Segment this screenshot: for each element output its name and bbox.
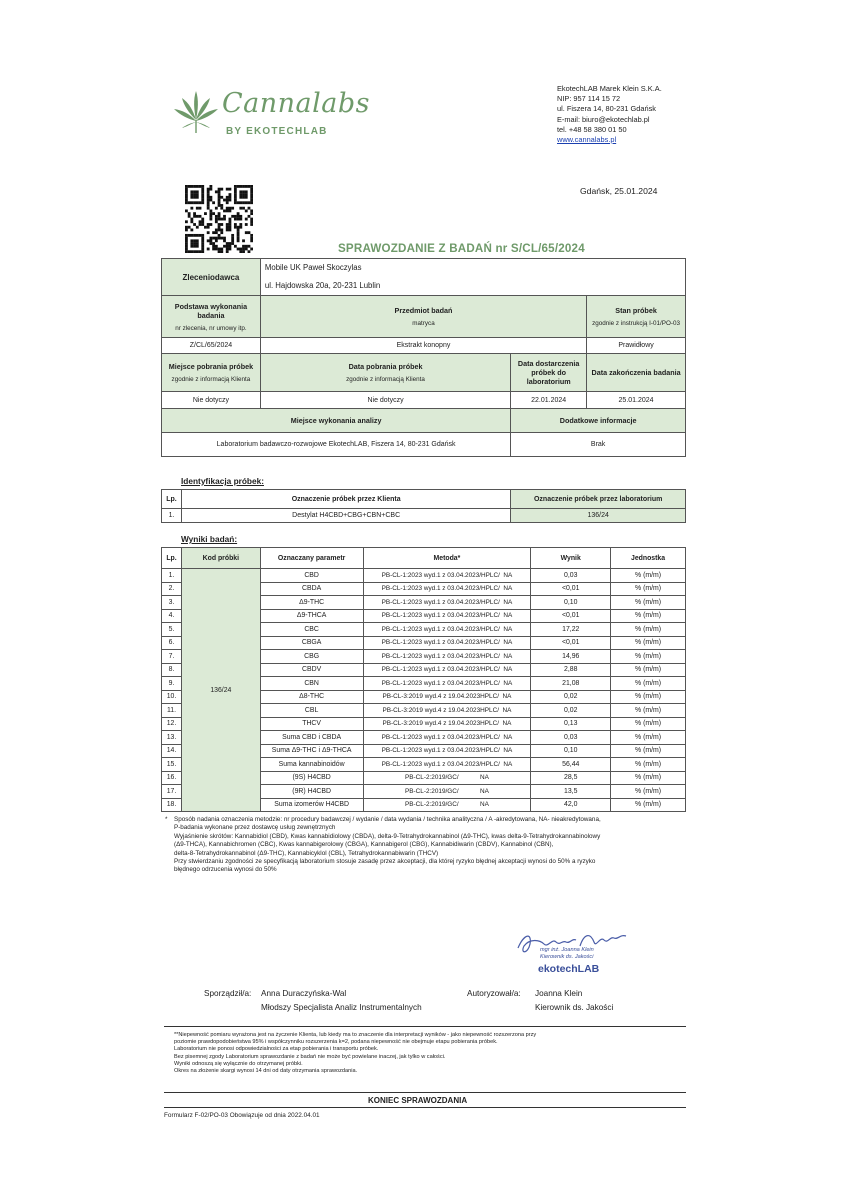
result-cell: <0,01 — [531, 609, 611, 623]
order-number: Z/CL/65/2024 — [162, 338, 261, 354]
cannabis-leaf-icon — [172, 90, 220, 134]
param-cell: THCV — [260, 717, 363, 731]
authorized-role: Kierownik ds. Jakości — [535, 1003, 614, 1012]
param-cell: CBDA — [260, 582, 363, 596]
company-line: E-mail: biuro@ekotechlab.pl — [557, 114, 650, 124]
result-cell: 14,96 — [531, 650, 611, 664]
note-line: Przy stwierdzaniu zgodności ze specyfikacją laboratorium stosuje zasadę przez akceptacji, dla której ryzyko błędnej akceptacji wynosi do 50% a ryzyko — [174, 858, 596, 866]
note-line: Sposób nadania oznaczenia metodzie: nr procedury badawczej / wydanie / data wydania / technika analityczna / A -akredytowana, NA- nieakredytowana, — [174, 816, 601, 823]
unit-cell: % (m/m) — [611, 596, 686, 610]
method-cell: PB-CL-2:2019/GC/ NA — [363, 798, 531, 812]
lp-cell: 9. — [162, 677, 182, 691]
param-cell: Δ8-THC — [260, 690, 363, 704]
client-name: Mobile UK Paweł Skoczylas — [260, 259, 685, 277]
method-cell: PB-CL-1:2023 wyd.1 z 03.04.2023/HPLC/ NA — [363, 623, 531, 637]
test-subject: Ekstrakt konopny — [260, 338, 586, 354]
unit-cell: % (m/m) — [611, 717, 686, 731]
table-header: Oznaczenie próbek przez Klienta — [181, 490, 510, 509]
unit-cell: % (m/m) — [611, 569, 686, 583]
unit-cell: % (m/m) — [611, 798, 686, 812]
table-header: Jednostka — [611, 548, 686, 569]
table-header: Oznaczany parametr — [260, 548, 363, 569]
lp-cell: 14. — [162, 744, 182, 758]
param-cell: Suma Δ9-THC i Δ9-THCA — [260, 744, 363, 758]
param-cell: CBD — [260, 569, 363, 583]
table-header: Lp. — [162, 490, 182, 509]
divider — [164, 1107, 686, 1108]
method-cell: PB-CL-1:2023 wyd.1 z 03.04.2023/HPLC/ NA — [363, 677, 531, 691]
param-cell: (9S) H4CBD — [260, 771, 363, 785]
unit-cell: % (m/m) — [611, 758, 686, 772]
footnote-line: Okres na złożenie skargi wynosi 14 dni od daty otrzymania sprawozdania. — [174, 1068, 358, 1075]
result-cell: 0,13 — [531, 717, 611, 731]
method-cell: PB-CL-1:2023 wyd.1 z 03.04.2023/HPLC/ NA — [363, 609, 531, 623]
report-title: SPRAWOZDANIE Z BADAŃ nr S/CL/65/2024 — [338, 242, 585, 255]
completion-date: 25.01.2024 — [587, 392, 686, 409]
completion-date-header: Data zakończenia badania — [587, 354, 686, 392]
results-title: Wyniki badań: — [181, 534, 238, 544]
company-line: tel. +48 58 380 01 50 — [557, 124, 627, 134]
result-cell: 42,0 — [531, 798, 611, 812]
method-cell: PB-CL-1:2023 wyd.1 z 03.04.2023/HPLC/ NA — [363, 636, 531, 650]
footnote-line: Bez pisemnej zgody Laboratorium sprawozdanie z badań nie może być powielane inaczej, jak tylko w całości. — [174, 1053, 446, 1060]
note-line: błędnego odrzucenia wynosi do 50% — [174, 866, 277, 874]
delivery-date-header: Data dostarczenia próbek do laboratorium — [511, 354, 587, 392]
method-cell: PB-CL-1:2023 wyd.1 z 03.04.2023/HPLC/ NA — [363, 582, 531, 596]
result-cell: 2,88 — [531, 663, 611, 677]
footnotes — [174, 1032, 686, 1075]
lp-cell: 10. — [162, 690, 182, 704]
param-cell: Δ9-THC — [260, 596, 363, 610]
signature-stamp — [510, 928, 640, 984]
param-cell: Suma kannabinoidów — [260, 758, 363, 772]
result-cell: 0,03 — [531, 569, 611, 583]
param-cell: CBG — [260, 650, 363, 664]
sampling-date: Nie dotyczy — [260, 392, 510, 409]
qr-code[interactable] — [185, 185, 253, 253]
method-cell: PB-CL-1:2023 wyd.1 z 03.04.2023/HPLC/ NA — [363, 731, 531, 745]
lp-cell: 8. — [162, 663, 182, 677]
prepared-name: Anna Duraczyńska-Wal — [261, 989, 347, 998]
unit-cell: % (m/m) — [611, 771, 686, 785]
sample-state-header: Stan próbek zgodnie z instrukcją I-01/PO-03 — [587, 296, 686, 338]
note-line: Wyjaśnienie skrótów: Kannabidiol (CBD), Kwas kannabidiolowy (CBDA), delta-9-Tetrahydrokannabinol (Δ9-THC), kwas delta-9-Tetrahydrokannabinolowy — [174, 832, 601, 840]
param-cell: CBDV — [260, 663, 363, 677]
unit-cell: % (m/m) — [611, 785, 686, 799]
analysis-place: Laboratorium badawczo-rozwojowe EkotechLAB, Fiszera 14, 80-231 Gdańsk — [162, 433, 511, 457]
logo-subtitle: BY EKOTECHLAB — [226, 126, 328, 137]
client-label: Zleceniodawca — [162, 259, 261, 296]
website-link[interactable]: www.cannalabs.pl — [557, 135, 617, 145]
method-cell: PB-CL-3:2019 wyd.4 z 19.04.2023HPLC/ NA — [363, 690, 531, 704]
sampling-date-header: Data pobrania próbek zgodnie z informacją Klienta — [260, 354, 510, 392]
lp-cell: 5. — [162, 623, 182, 637]
prepared-label: Sporządził/a: — [204, 989, 252, 998]
result-cell: 17,22 — [531, 623, 611, 637]
unit-cell: % (m/m) — [611, 690, 686, 704]
param-cell: CBN — [260, 677, 363, 691]
lp-cell: 11. — [162, 704, 182, 718]
method-cell: PB-CL-1:2023 wyd.1 z 03.04.2023/HPLC/ NA — [363, 663, 531, 677]
table-header: Metoda* — [363, 548, 531, 569]
param-cell: CBC — [260, 623, 363, 637]
sample-state: Prawidłowy — [587, 338, 686, 354]
unit-cell: % (m/m) — [611, 731, 686, 745]
method-cell: PB-CL-1:2023 wyd.1 z 03.04.2023/HPLC/ NA — [363, 650, 531, 664]
basis-header: Podstawa wykonania badania nr zlecenia, nr umowy itp. — [162, 296, 261, 338]
param-cell: Δ9-THCA — [260, 609, 363, 623]
lp-cell: 6. — [162, 636, 182, 650]
lp-cell: 12. — [162, 717, 182, 731]
lab-sample-mark: 136/24 — [511, 509, 686, 523]
footnote-line: poziomie prawdopodobieństwa 95% i współczynniku rozszerzenia k=2, podana niepewność nie obejmuje etapu pobierania próbek. — [174, 1039, 498, 1046]
client-sample-mark: Destylat H4CBD+CBG+CBN+CBC — [181, 509, 510, 523]
sample-code: 136/24 — [181, 569, 260, 812]
method-cell: PB-CL-1:2023 wyd.1 z 03.04.2023/HPLC/ NA — [363, 596, 531, 610]
end-of-report: KONIEC SPRAWOZDANIA — [368, 1096, 468, 1105]
result-cell: 0,02 — [531, 704, 611, 718]
ident-lp: 1. — [162, 509, 182, 523]
company-info — [557, 84, 662, 145]
lp-cell: 2. — [162, 582, 182, 596]
result-cell: <0,01 — [531, 636, 611, 650]
result-cell: 56,44 — [531, 758, 611, 772]
footnote-line: Wyniki odnoszą się wyłącznie do otrzymanej próbki. — [174, 1060, 303, 1067]
table-header: Lp. — [162, 548, 182, 569]
divider — [164, 1026, 686, 1027]
logo-wordmark: Cannalabs — [222, 88, 371, 119]
method-cell: PB-CL-1:2023 wyd.1 z 03.04.2023/HPLC/ NA — [363, 744, 531, 758]
note-line: delta-8-Tetrahydrokannabinol (Δ9-THC), Kannabicyklol (CBL), Tetrahydrokannabiwarin (THCV) — [174, 849, 439, 857]
unit-cell: % (m/m) — [611, 744, 686, 758]
unit-cell: % (m/m) — [611, 623, 686, 637]
sampling-place: Nie dotyczy — [162, 392, 261, 409]
method-cell: PB-CL-3:2019 wyd.4 z 19.04.2023HPLC/ NA — [363, 704, 531, 718]
result-cell: 28,5 — [531, 771, 611, 785]
prepared-role: Młodszy Specjalista Analiz Instrumentalnych — [261, 1003, 422, 1012]
identification-table — [161, 489, 686, 523]
stamp-role: Kierownik ds. Jakości — [540, 954, 594, 960]
param-cell: CBGA — [260, 636, 363, 650]
place-date: Gdańsk, 25.01.2024 — [580, 186, 658, 196]
lp-cell: 3. — [162, 596, 182, 610]
additional-info: Brak — [511, 433, 686, 457]
divider — [164, 1092, 686, 1093]
company-line: ul. Fiszera 14, 80-231 Gdańsk — [557, 104, 657, 114]
lp-cell: 16. — [162, 771, 182, 785]
analysis-place-header: Miejsce wykonania analizy — [162, 409, 511, 433]
method-cell: PB-CL-1:2023 wyd.1 z 03.04.2023/HPLC/ NA — [363, 758, 531, 772]
note-line: P-badania wykonane przez dostawcę usług zewnętrznych — [174, 824, 336, 832]
authorized-name: Joanna Klein — [535, 989, 583, 998]
table-row — [162, 569, 686, 583]
report-info-table — [161, 258, 686, 457]
lp-cell: 1. — [162, 569, 182, 583]
result-cell: <0,01 — [531, 582, 611, 596]
stamp-brand: ekotechLAB — [538, 963, 600, 975]
lp-cell: 13. — [162, 731, 182, 745]
results-table — [161, 547, 686, 812]
unit-cell: % (m/m) — [611, 636, 686, 650]
method-cell: PB-CL-2:2019/GC/ NA — [363, 785, 531, 799]
unit-cell: % (m/m) — [611, 609, 686, 623]
result-cell: 0,03 — [531, 731, 611, 745]
company-line: EkotechLAB Marek Klein S.K.A. — [557, 84, 662, 93]
company-line: NIP: 957 114 15 72 — [557, 94, 621, 104]
table-header: Wynik — [531, 548, 611, 569]
lp-cell: 18. — [162, 798, 182, 812]
result-cell: 13,5 — [531, 785, 611, 799]
table-header: Oznaczenie próbek przez laboratorium — [511, 490, 686, 509]
param-cell: CBL — [260, 704, 363, 718]
param-cell: (9R) H4CBD — [260, 785, 363, 799]
unit-cell: % (m/m) — [611, 650, 686, 664]
param-cell: Suma izomerów H4CBD — [260, 798, 363, 812]
subject-header: Przedmiot badań matryca — [260, 296, 586, 338]
form-footer: Formularz F-02/PO-03 Obowiązuje od dnia 2022.04.01 — [164, 1112, 320, 1119]
client-address: ul. Hajdowska 20a, 20-231 Lublin — [260, 277, 685, 296]
identification-title: Identyfikacja próbek: — [181, 476, 264, 486]
method-cell: PB-CL-1:2023 wyd.1 z 03.04.2023/HPLC/ NA — [363, 569, 531, 583]
lp-cell: 15. — [162, 758, 182, 772]
footnote-line: **Niepewność pomiaru wyrażona jest na życzenie Klienta, lub kiedy ma to znaczenie dla interpretacji wyników - jako niepewność rozszerzona przy — [174, 1032, 537, 1038]
table-header: Kod próbki — [181, 548, 260, 569]
result-cell: 21,08 — [531, 677, 611, 691]
note-line: (Δ9-THCA), Kannabichromen (CBC), Kwas kannabigerolowy (CBGA), Kannabigerol (CBG), Kannabidiwarin (CBDV), Kannabinol (CBN), — [174, 841, 554, 849]
result-cell: 0,02 — [531, 690, 611, 704]
result-cell: 0,10 — [531, 596, 611, 610]
unit-cell: % (m/m) — [611, 582, 686, 596]
lp-cell: 7. — [162, 650, 182, 664]
additional-info-header: Dodatkowe informacje — [511, 409, 686, 433]
authorized-label: Autoryzował/a: — [467, 989, 521, 998]
result-cell: 0,10 — [531, 744, 611, 758]
unit-cell: % (m/m) — [611, 704, 686, 718]
lp-cell: 17. — [162, 785, 182, 799]
param-cell: Suma CBD i CBDA — [260, 731, 363, 745]
unit-cell: % (m/m) — [611, 677, 686, 691]
lp-cell: 4. — [162, 609, 182, 623]
stamp-name: mgr inż. Joanna Klein — [540, 947, 594, 953]
sampling-place-header: Miejsce pobrania próbek zgodnie z informacją Klienta — [162, 354, 261, 392]
delivery-date: 22.01.2024 — [511, 392, 587, 409]
method-notes: * Sposób nadania oznaczenia metodzie: nr procedury badawczej / wydanie / data wydania / technika analityczna / A -akredytowana, NA- nieakredytowana, P-badania wykonane przez dostawcę usług zewnętrznych Wyjaśnienie skrótów: Kannabidiol (CBD), Kwas kannabidiolowy (CBDA), delta-9-Tetrahydrokannabinol (Δ9-THC), kwas delta-9-Tetrahydrokannabinolowy (Δ9-THCA), Kannabichromen (CBC), Kwas kannabigerolowy (CBGA), Kannabigerol (CBG), Kannabidiwarin (CBDV), Kannabinol (CBN), delta-8-Tetrahydrokannabinol (Δ9-THC), Kannabicyklol (CBL), Tetrahydrokannabiwarin (THCV) Przy stwierdzaniu zgodności ze specyfikacją laboratorium stosuje zasadę przez akceptacji, dla której ryzyko błędnej akceptacji wynosi do 50% a ryzyko błędnego odrzucenia wynosi do 50% — [174, 816, 689, 875]
footnote-line: Laboratorium nie ponosi odpowiedzialności za etap pobierania i transportu próbek. — [174, 1046, 379, 1053]
unit-cell: % (m/m) — [611, 663, 686, 677]
method-cell: PB-CL-2:2019/GC/ NA — [363, 771, 531, 785]
method-cell: PB-CL-3:2019 wyd.4 z 19.04.2023HPLC/ NA — [363, 717, 531, 731]
